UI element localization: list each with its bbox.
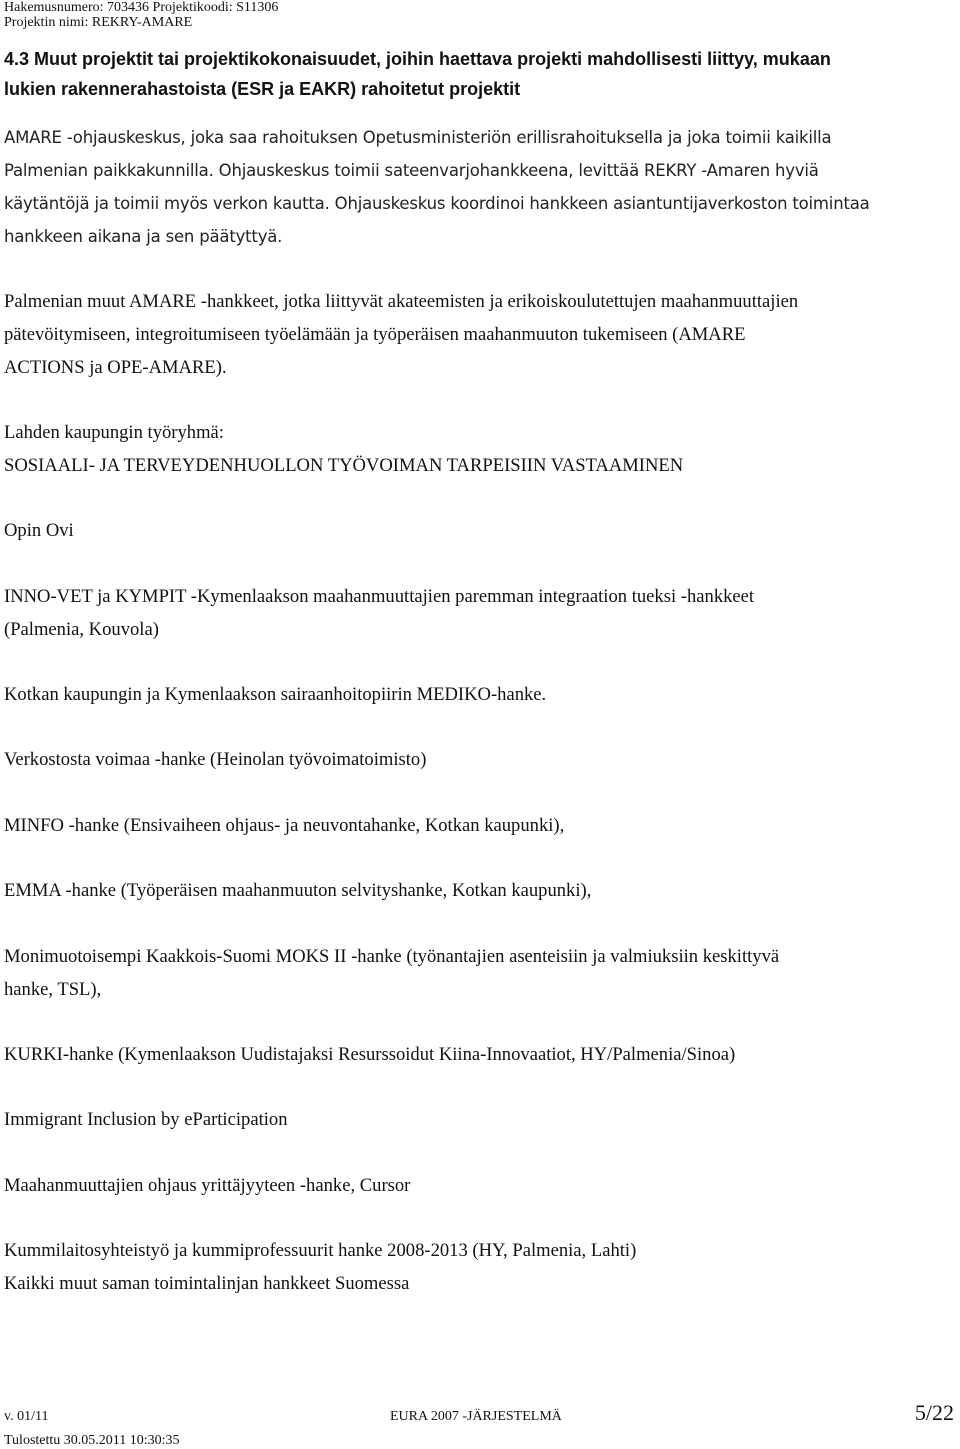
paragraph-line: Opin Ovi (4, 520, 74, 541)
paragraph-line: hanke, TSL), (4, 979, 102, 1000)
paragraph-line: INNO-VET ja KYMPIT -Kymenlaakson maahanmuuttajien paremman integraation tueksi -hankkeet (4, 586, 755, 607)
paragraph-line: Immigrant Inclusion by eParticipation (4, 1109, 288, 1130)
paragraph-line: EMMA -hanke (Työperäisen maahanmuuton selvityshanke, Kotkan kaupunki), (4, 880, 592, 901)
section-heading-line: 4.3 Muut projektit tai projektikokonaisuudet, joihin haettava projekti mahdollisesti liittyy, mukaan (4, 49, 831, 69)
paragraph-line: SOSIAALI- JA TERVEYDENHUOLLON TYÖVOIMAN TARPEISIIN VASTAAMINEN (4, 455, 684, 476)
section-heading-line: lukien rakennerahastoista (ESR ja EAKR) rahoitetut projektit (4, 79, 521, 99)
footer-printed: Tulostettu 30.05.2011 10:30:35 (4, 1433, 180, 1448)
footer-version: v. 01/11 (4, 1409, 49, 1424)
paragraph-line: Kotkan kaupungin ja Kymenlaakson sairaanhoitopiirin MEDIKO-hanke. (4, 684, 547, 705)
intro-line: hankkeen aikana ja sen päätyttyä. (4, 227, 283, 246)
paragraph-line: pätevöitymiseen, integroitumiseen työelämään ja työperäisen maahanmuuton tukemiseen (AMARE (4, 324, 746, 345)
paragraph-line: Monimuotoisempi Kaakkois-Suomi MOKS II -hanke (työnantajien asenteisiin ja valmiuksiin keskittyvä (4, 946, 780, 967)
paragraph-line: ACTIONS ja OPE-AMARE). (4, 357, 227, 378)
page-number: 5/22 (914, 1400, 954, 1425)
paragraph-line: Kaikki muut saman toimintalinjan hankkeet Suomessa (4, 1273, 410, 1294)
paragraph-line: Verkostosta voimaa -hanke (Heinolan työvoimatoimisto) (4, 749, 427, 770)
paragraph-line: MINFO -hanke (Ensivaiheen ohjaus- ja neuvontahanke, Kotkan kaupunki), (4, 815, 565, 836)
paragraph-line: Maahanmuuttajien ohjaus yrittäjyyteen -hanke, Cursor (4, 1175, 411, 1196)
project-name: Projektin nimi: REKRY-AMARE (4, 15, 193, 30)
section-heading (4, 44, 954, 104)
intro-line: Palmenian paikkakunnilla. Ohjauskeskus toimii sateenvarjohankkeena, levittää REKRY -Amaren hyviä (4, 161, 819, 180)
paragraph-line: KURKI-hanke (Kymenlaakson Uudistajaksi Resurssoidut Kiina-Innovaatiot, HY/Palmenia/Sinoa) (4, 1044, 736, 1065)
paragraph-line: Lahden kaupungin työryhmä: (4, 422, 224, 443)
paragraph-line: Kummilaitosyhteistyö ja kummiprofessuurit hanke 2008-2013 (HY, Palmenia, Lahti) (4, 1240, 637, 1261)
intro-line: käytäntöjä ja toimii myös verkon kautta. Ohjauskeskus koordinoi hankkeen asiantuntijaverkoston toimintaa (4, 194, 870, 213)
application-number: Hakemusnumero: 703436 Projektikoodi: S11306 (4, 0, 279, 15)
intro-line: AMARE -ohjauskeskus, joka saa rahoituksen Opetusministeriön erillisrahoituksella ja joka toimii kaikilla (4, 128, 832, 147)
paragraph-line: Palmenian muut AMARE -hankkeet, jotka liittyvät akateemisten ja erikoiskoulutettujen maahanmuuttajien (4, 291, 799, 312)
paragraph-line: (Palmenia, Kouvola) (4, 619, 159, 640)
footer-system: EURA 2007 -JÄRJESTELMÄ (390, 1409, 562, 1424)
